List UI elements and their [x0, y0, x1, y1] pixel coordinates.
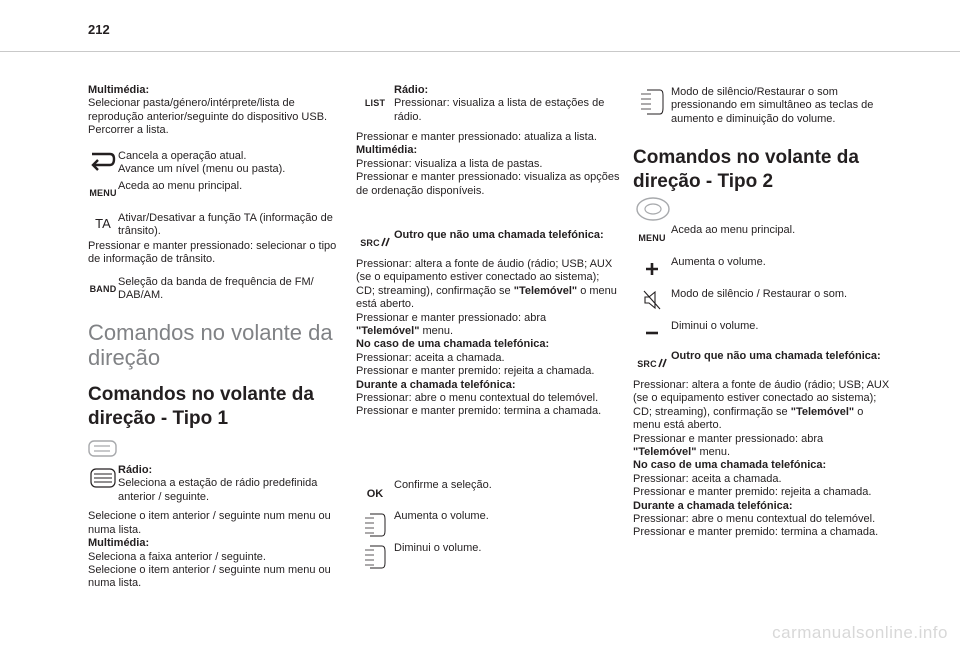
- src-row: [356, 229, 620, 250]
- src-2-tail: [633, 379, 893, 540]
- list-mm-hold: Pressionar e manter pressionado: visualiza as opções de ordenação disponíveis.: [356, 171, 620, 197]
- list-radio-heading: Rádio:: [394, 84, 429, 96]
- src-2-incall-heading: No caso de uma chamada telefónica:: [633, 459, 827, 472]
- src-incall-heading: No caso de uma chamada telefónica:: [356, 338, 550, 351]
- radio-body-1: Seleciona a estação de rádio predefinida anterior / seguinte.: [118, 477, 318, 503]
- band-text: Seleção da banda de frequência de FM/ DAB/AM.: [118, 276, 314, 302]
- steering-wheel-control-2-icon: [635, 196, 671, 227]
- speaker-mute-icon: [633, 288, 671, 311]
- src-phone-2-icon: SRC: [633, 350, 671, 371]
- menu-2-text: Aceda ao menu principal.: [671, 224, 796, 236]
- src-2-other-menu: "Telemóvel" menu.: [633, 446, 731, 459]
- plus-icon: [633, 256, 671, 276]
- ta-icon: TA: [95, 216, 111, 231]
- ta-text: Ativar/Desativar a função TA (informação de trânsito).: [118, 212, 333, 238]
- src-2-other-body: Pressionar: altera a fonte de áudio (rádio; USB; AUX (se o equipamento estiver conectado ao sistema); CD; streaming), confirmação se "Telemóvel" o menu está aberto.: [633, 379, 890, 432]
- back-line-1: Cancela a operação atual.: [118, 150, 247, 162]
- volume-up-row: [356, 510, 620, 539]
- src-phone-icon: SRC: [356, 229, 394, 250]
- mute-2-text: Modo de silêncio / Restaurar o som.: [671, 288, 848, 300]
- menu-2-row: [633, 224, 893, 245]
- menu-icon: MENU: [89, 188, 117, 198]
- radio-tail: [88, 497, 350, 591]
- src-during-press: Pressionar: abre o menu contextual do telemóvel.: [356, 392, 599, 405]
- src-2-during-press: Pressionar: abre o menu contextual do telemóvel.: [633, 513, 876, 526]
- thumbwheel-up-icon: [356, 510, 394, 539]
- list-row: [356, 84, 620, 124]
- ok-icon: OK: [366, 488, 384, 500]
- src-incall-hold: Pressionar e manter premido: rejeita a chamada.: [356, 365, 595, 378]
- band-icon: BAND: [89, 284, 117, 294]
- plus-text: Aumenta o volume.: [671, 256, 766, 268]
- list-mm-body: Pressionar: visualiza a lista de pastas.: [356, 157, 543, 170]
- menu-2-icon: MENU: [638, 233, 666, 243]
- list-radio-hold: Pressionar e manter pressionado: atualiza a lista.: [356, 131, 597, 143]
- list-radio-body: Pressionar: visualiza a lista de estações de rádio.: [394, 97, 605, 123]
- src-during-heading: Durante a chamada telefónica:: [356, 378, 516, 391]
- ta-row: [88, 212, 350, 239]
- band-row: [88, 276, 350, 303]
- mute-2-row: [633, 288, 893, 311]
- minus-row: [633, 320, 893, 335]
- list-mm-heading: Multimédia:: [356, 144, 418, 157]
- multimedia-block: [88, 84, 350, 138]
- multimedia-2-heading: Multimédia:: [88, 537, 150, 550]
- steering-wheel-control-icon: [88, 438, 118, 465]
- minus-text: Diminui o volume.: [671, 320, 759, 332]
- back-line-2: Avance um nível (menu ou pasta).: [118, 163, 286, 176]
- return-arrow-icon: [88, 150, 118, 177]
- section-title: Comandos no volante da direção: [88, 320, 333, 370]
- src-during-hold: Pressionar e manter premido: termina a chamada.: [356, 405, 602, 418]
- multimedia-heading: Multimédia:: [88, 84, 150, 96]
- volume-down-text: Diminui o volume.: [394, 542, 482, 554]
- mute-combo-row: [633, 86, 893, 126]
- menu-row: [88, 180, 350, 200]
- src-tail: [356, 258, 620, 419]
- mute-combo-text: Modo de silêncio/Restaurar o som pressionando em simultâneo as teclas de aumento e diminuição do volume.: [671, 86, 874, 125]
- src-other-hold: Pressionar e manter pressionado: abra: [356, 311, 547, 324]
- thumbwheel-mute-icon: [633, 86, 671, 126]
- multimedia-2-body-2: Selecione o item anterior / seguinte num menu ou numa lista.: [88, 564, 331, 590]
- ok-text: Confirme a seleção.: [394, 479, 492, 491]
- header-rule: [0, 51, 960, 52]
- radio-heading: Rádio:: [118, 464, 153, 476]
- volume-down-row: [356, 542, 620, 571]
- plus-row: [633, 256, 893, 276]
- multimedia-2-body-1: Seleciona a faixa anterior / seguinte.: [88, 550, 266, 563]
- watermark: carmanualsonline.info: [772, 623, 948, 642]
- src-other-body: Pressionar: altera a fonte de áudio (rádio; USB; AUX (se o equipamento estiver conectado ao sistema); CD; streaming), confirmação se "Telemóvel" o menu está aberto.: [356, 258, 617, 311]
- src-2-other-heading: Outro que não uma chamada telefónica:: [671, 350, 881, 362]
- list-icon: LIST: [364, 98, 386, 108]
- src-2-row: [633, 350, 893, 371]
- src-2-other-hold: Pressionar e manter pressionado: abra: [633, 432, 824, 445]
- multimedia-body: Selecionar pasta/género/intérprete/lista de reprodução anterior/seguinte do dispositivo USB. Percorrer a lista.: [88, 97, 328, 137]
- list-tail: [356, 131, 620, 198]
- src-other-heading: Outro que não uma chamada telefónica:: [394, 229, 604, 241]
- src-2-during-hold: Pressionar e manter premido: termina a chamada.: [633, 526, 879, 539]
- volume-up-text: Aumenta o volume.: [394, 510, 489, 522]
- subsection-title-tipo-2: Comandos no volante da direção - Tipo 2: [633, 147, 859, 192]
- minus-icon: [633, 320, 671, 335]
- src-2-during-heading: Durante a chamada telefónica:: [633, 499, 793, 512]
- src-incall-press: Pressionar: aceita a chamada.: [356, 351, 505, 364]
- subsection-title-tipo-1: Comandos no volante da direção - Tipo 1: [88, 384, 314, 429]
- src-2-incall-press: Pressionar: aceita a chamada.: [633, 472, 782, 485]
- ta-hold: Pressionar e manter pressionado: selecionar o tipo de informação de trânsito.: [88, 240, 337, 266]
- menu-text: Aceda ao menu principal.: [118, 180, 243, 192]
- back-row: [88, 150, 350, 177]
- ok-row: [356, 479, 620, 501]
- src-other-menu: "Telemóvel" menu.: [356, 325, 454, 338]
- radio-body-2: Selecione o item anterior / seguinte num menu ou numa lista.: [88, 510, 331, 536]
- src-2-incall-hold: Pressionar e manter premido: rejeita a chamada.: [633, 486, 872, 499]
- page-number: 212: [88, 22, 110, 37]
- thumbwheel-down-icon: [356, 542, 394, 571]
